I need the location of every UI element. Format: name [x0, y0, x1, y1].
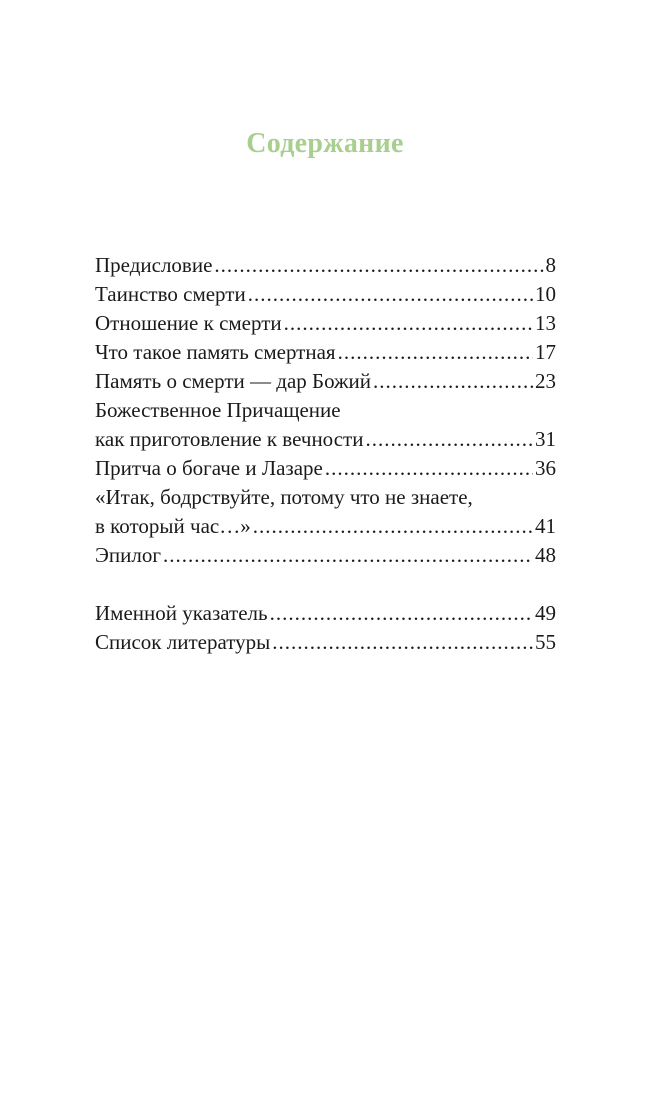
toc-entry-page: 8	[545, 253, 556, 277]
section-gap	[95, 570, 556, 599]
dot-leader	[248, 280, 533, 309]
toc-entry-page: 55	[535, 630, 556, 654]
toc-entry-communion[interactable]	[95, 425, 556, 454]
toc-entry-name-index[interactable]	[95, 599, 556, 628]
table-of-contents	[95, 251, 556, 657]
toc-entry-title: Отношение к смерти	[95, 311, 282, 335]
toc-entry-attitude-to-death[interactable]	[95, 309, 556, 338]
toc-entry-memory-of-death[interactable]	[95, 338, 556, 367]
toc-entry-watch[interactable]	[95, 512, 556, 541]
dot-leader	[284, 309, 533, 338]
toc-entry-title: Божественное Причащение	[95, 398, 341, 422]
dot-leader	[214, 251, 543, 280]
toc-entry-mystery-of-death[interactable]	[95, 280, 556, 309]
toc-entry-page: 48	[535, 543, 556, 567]
dot-leader	[163, 541, 533, 570]
toc-entry-page: 23	[535, 369, 556, 393]
toc-entry-watch-line1[interactable]	[95, 483, 556, 512]
dot-leader	[338, 338, 533, 367]
dot-leader	[325, 454, 533, 483]
toc-entry-title: Память о смерти — дар Божий	[95, 369, 372, 393]
toc-entry-title: «Итак, бодрствуйте, потому что не знаете,	[95, 485, 473, 509]
toc-entry-title: Именной указатель	[95, 601, 268, 625]
toc-entry-page: 10	[535, 282, 556, 306]
toc-entry-title: Список литературы	[95, 630, 271, 654]
toc-entry-page: 13	[535, 311, 556, 335]
dot-leader	[272, 628, 533, 657]
toc-entry-page: 41	[535, 514, 556, 538]
dot-leader	[373, 367, 533, 396]
toc-entry-title: Эпилог	[95, 543, 161, 567]
toc-entry-title: Притча о богаче и Лазаре	[95, 456, 323, 480]
toc-entry-title: Предисловие	[95, 253, 213, 277]
toc-entry-title-continued: в который час…»	[95, 514, 251, 538]
toc-entry-preface[interactable]	[95, 251, 556, 280]
toc-entry-title: Что такое память смертная	[95, 340, 336, 364]
dot-leader	[270, 599, 533, 628]
toc-entry-communion-line1[interactable]	[95, 396, 556, 425]
toc-entry-title-continued: как приготовление к вечности	[95, 427, 364, 451]
toc-entry-gift-of-god[interactable]	[95, 367, 556, 396]
toc-entry-epilogue[interactable]	[95, 541, 556, 570]
dot-leader	[365, 425, 533, 454]
toc-entry-title: Таинство смерти	[95, 282, 246, 306]
toc-entry-bibliography[interactable]	[95, 628, 556, 657]
toc-entry-page: 49	[535, 601, 556, 625]
toc-entry-page: 36	[535, 456, 556, 480]
toc-entry-page: 17	[535, 340, 556, 364]
page-title: Содержание	[246, 128, 404, 159]
toc-entry-parable[interactable]	[95, 454, 556, 483]
toc-entry-page: 31	[535, 427, 556, 451]
dot-leader	[253, 512, 533, 541]
